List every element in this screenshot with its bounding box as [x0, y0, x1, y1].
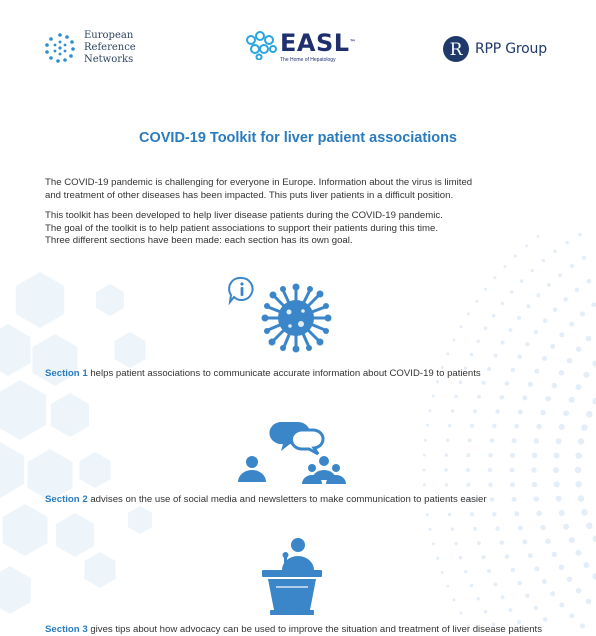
ern-dots-icon — [44, 32, 76, 64]
ern-line-3: Networks — [84, 54, 134, 65]
rpp-letter: R — [449, 40, 463, 60]
section-3-text — [45, 624, 585, 636]
section-2-label: Section 2 — [45, 494, 88, 505]
page-title: COVID-19 Toolkit for liver patient associations — [139, 130, 457, 146]
intro-2-line-1: This toolkit has been developed to help liver disease patients during the COVID-19 pandemic. — [45, 210, 443, 221]
easl-name: EASL — [280, 29, 350, 57]
ern-line-1: European — [84, 30, 134, 41]
rpp-name: RPP Group — [475, 41, 547, 57]
easl-logo — [244, 30, 356, 63]
ern-logo — [44, 30, 136, 66]
section-2-description: advises on the use of social media and newsletters to make communication to patients easier — [87, 494, 487, 505]
ern-line-2: Reference — [84, 42, 136, 53]
easl-hexagons-icon — [244, 30, 278, 60]
people-chat-icon — [236, 420, 364, 484]
easl-tagline: The Home of Hepatology — [280, 57, 336, 63]
section-3-label: Section 3 — [45, 624, 88, 635]
podium-speaker-icon — [258, 536, 330, 616]
intro-1-line-2: and treatment of other diseases has been impacted. This puts liver patients in a difficult position. — [45, 189, 454, 201]
section-1-description: helps patient associations to communicate accurate information about COVID-19 to patients — [87, 368, 481, 379]
rpp-logo — [443, 36, 547, 62]
intro-1-line-1: The COVID-19 pandemic is challenging for everyone in Europe. Information about the virus is limited — [45, 177, 473, 188]
intro-2-line-3: Three different sections have been made: each section has its own goal. — [45, 235, 353, 246]
easl-tm: ™ — [349, 39, 357, 46]
info-bubble-icon — [227, 275, 257, 305]
section-3-description: gives tips about how advocacy can be used to improve the situation and treatment of liver disease patients — [87, 624, 543, 635]
rpp-circle-icon — [443, 36, 469, 62]
intro-paragraph-2 — [45, 210, 565, 248]
section-1-label: Section 1 — [45, 368, 88, 379]
intro-2-line-2: The goal of the toolkit is to help patient associations to support their patients during this time. — [45, 222, 439, 234]
virus-icon — [256, 283, 336, 353]
intro-paragraph-1 — [45, 177, 565, 202]
section-1-text — [45, 368, 585, 380]
section-2-text — [45, 494, 585, 506]
